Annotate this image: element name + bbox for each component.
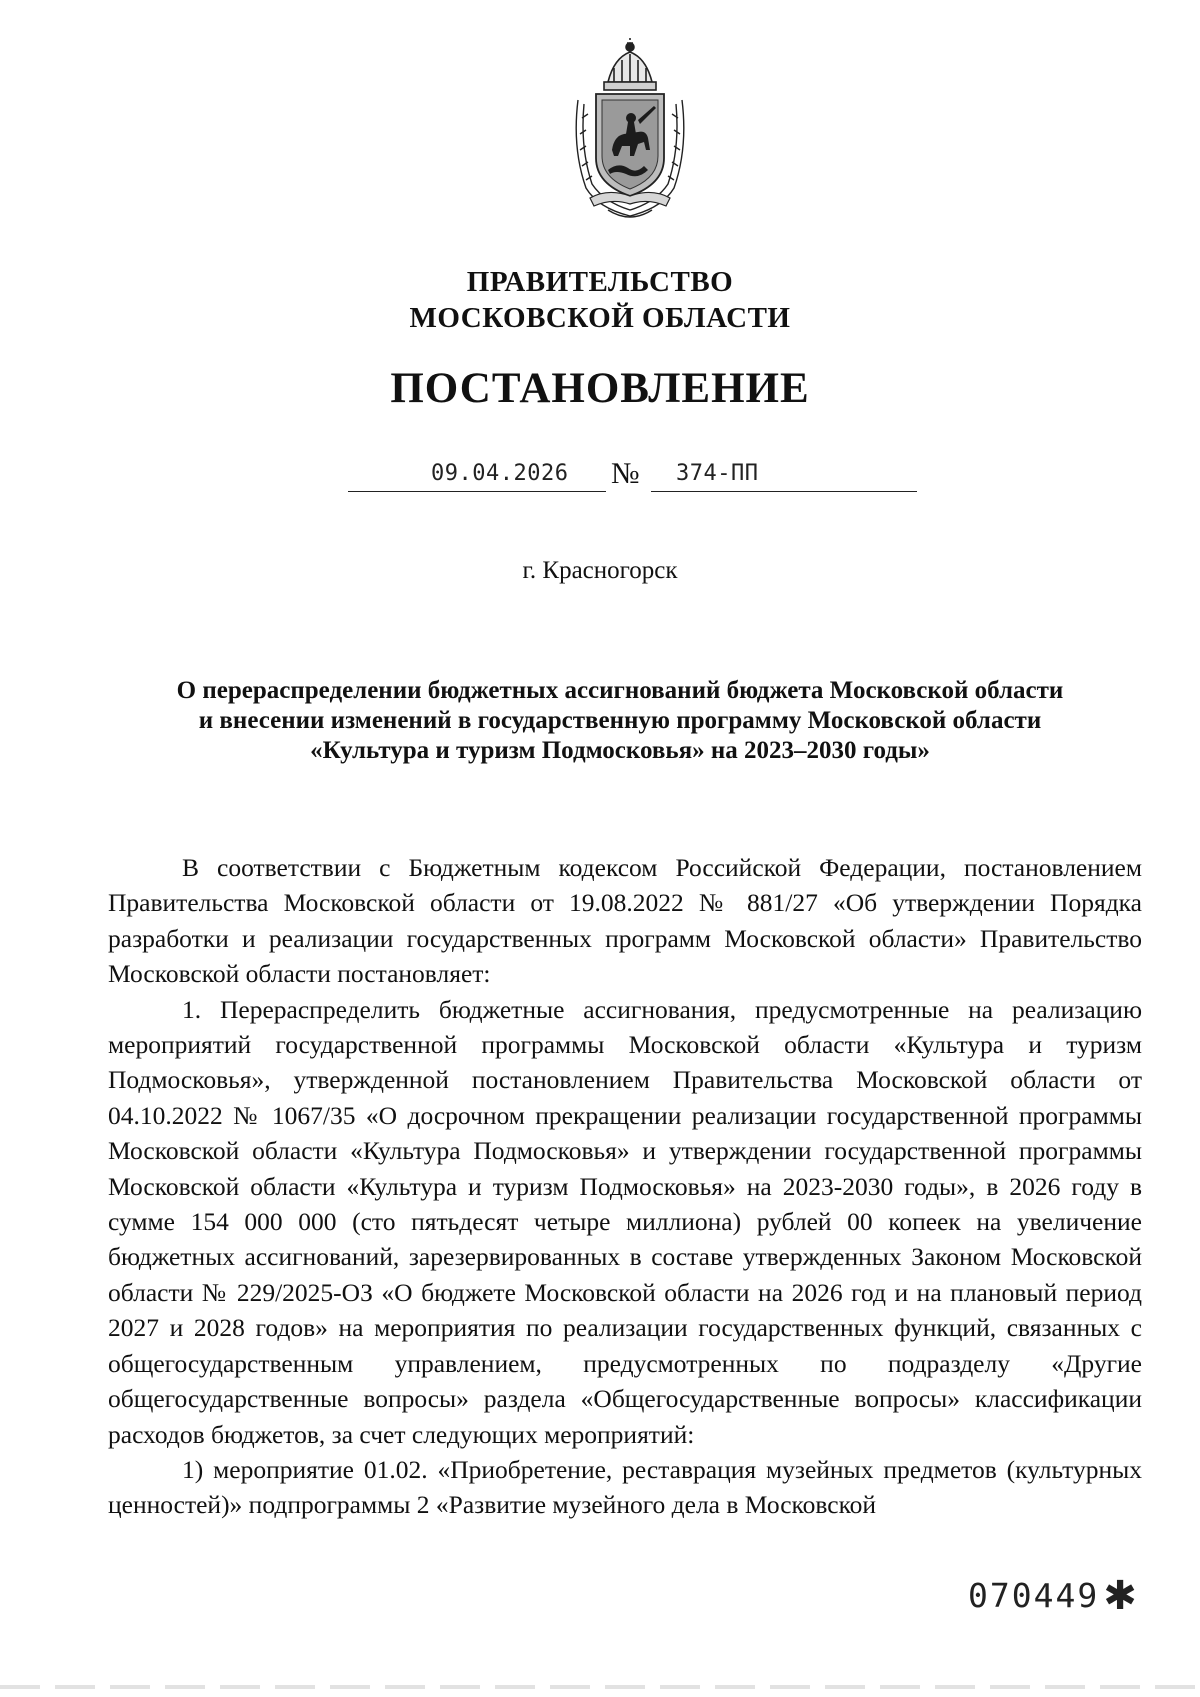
city-label: г. Красногорск — [522, 557, 678, 584]
title-line1: О перераспределении бюджетных ассигнований бюджета Московской области — [176, 677, 1064, 704]
preamble-paragraph: В соответствии с Бюджетным кодексом Российской Федерации, постановлением Правительства Московской области от 19.08.2022 № 881/27 «Об утверждении Порядка разработки и реализации государственных программ Московской области» Правительство Московской области постановляет: — [108, 853, 1142, 989]
moscow-oblast-coat-of-arms-icon — [568, 38, 692, 222]
document-type-heading: ПОСТАНОВЛЕНИЕ — [390, 365, 810, 412]
document-body — [108, 850, 1142, 1523]
item-1-1-paragraph: 1) мероприятие 01.02. «Приобретение, реставрация музейных предметов (культурных ценностей)» подпрограммы 2 «Развитие музейного дела в Московской — [108, 1454, 1142, 1520]
title-line3: «Культура и туризм Подмосковья» на 2023–2030 годы» — [310, 737, 930, 764]
form-serial-number — [968, 1573, 1139, 1619]
number-sign: № — [611, 457, 640, 490]
coat-of-arms-emblem — [568, 38, 692, 222]
registration-line — [0, 459, 1200, 493]
serial-asterisk: ✱ — [1103, 1573, 1139, 1619]
document-title — [120, 676, 1120, 766]
government-name-line2: МОСКОВСКОЙ ОБЛАСТИ — [409, 302, 791, 334]
title-line2: и внесении изменений в государственную программу Московской области — [198, 707, 1042, 734]
serial-digits: 070449 — [968, 1576, 1100, 1615]
item-1-paragraph: 1. Перераспределить бюджетные ассигнования, предусмотренные на реализацию мероприятий государственной программы Московской области «Культура и туризм Подмосковья», утвержденной постановлением Правительства Московской области от 04.10.2022 № 1067/35 «О досрочном прекращении реализации государственной программы Московской области «Культура Подмосковья» и утверждении государственной программы Московской области «Культура и туризм Подмосковья» на 2023-2030 годы», в 2026 году в сумме 154 000 000 (сто пятьдесят четыре миллиона) рублей 00 копеек на увеличение бюджетных ассигнований, зарезервированных в составе утвержденных Законом Московской области № 229/2025-ОЗ «О бюджете Московской области на 2026 год и на плановый период 2027 и 2028 годов» на мероприятия по реализации государственных функций, связанных с общегосударственным управлением, предусмотренных по подразделу «Другие общегосударственные вопросы» раздела «Общегосударственные вопросы» классификации расходов бюджетов, за счет следующих мероприятий: — [108, 994, 1142, 1449]
document-date: 09.04.2026 — [431, 461, 569, 486]
scan-edge-artifact — [0, 1685, 1200, 1689]
document-number: 374-ПП — [676, 461, 759, 486]
government-name-line1: ПРАВИТЕЛЬСТВО — [466, 266, 734, 298]
